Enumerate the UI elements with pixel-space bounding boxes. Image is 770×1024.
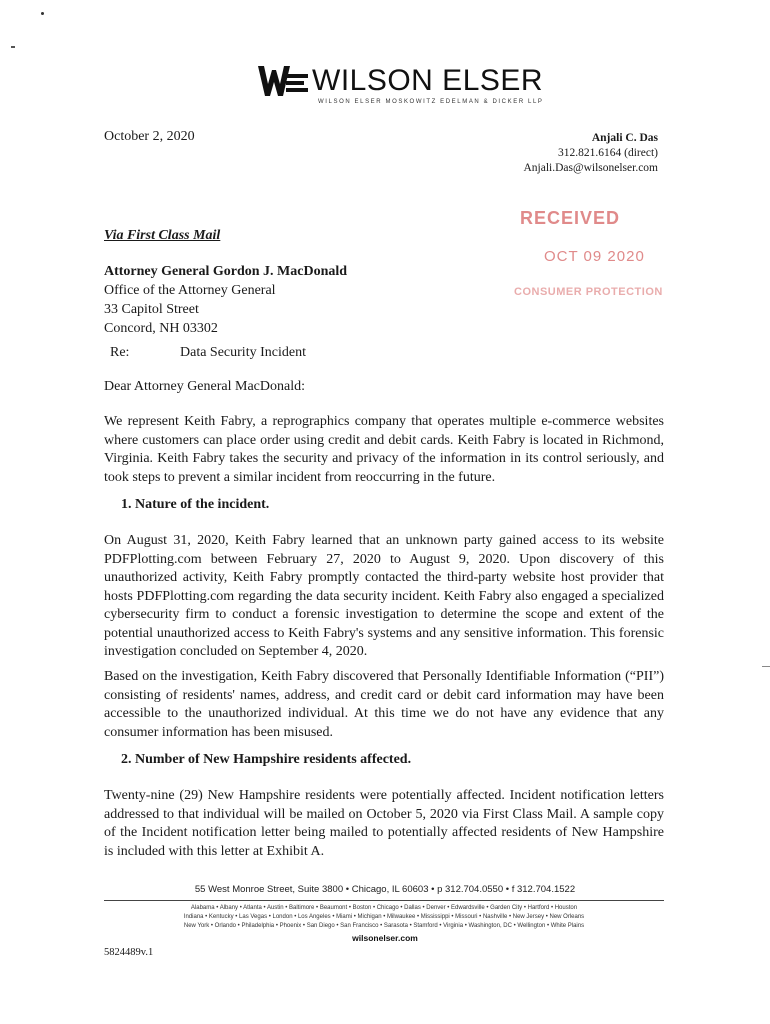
wilson-elser-logo-icon: [258, 66, 310, 96]
recipient-city: Concord, NH 03302: [104, 321, 218, 336]
recipient-address: [104, 262, 347, 338]
document-number: 5824489v.1: [104, 947, 154, 958]
footer-address: 55 West Monroe Street, Suite 3800 • Chicago, IL 60603 • p 312.704.0550 • f 312.704.1522: [194, 884, 576, 895]
salutation: Dear Attorney General MacDonald:: [104, 379, 305, 394]
sender-block: [523, 131, 658, 176]
letterhead-logo: [258, 62, 544, 112]
brand-subline: WILSON ELSER MOSKOWITZ EDELMAN & DICKER LLP: [318, 99, 544, 105]
footer-website-link[interactable]: wilsonelser.com: [352, 933, 418, 943]
sender-phone: 312.821.6164 (direct): [558, 147, 658, 159]
footer-divider: [104, 900, 664, 901]
re-subject: Data Security Incident: [180, 345, 306, 360]
office-list-line: Indiana • Kentucky • Las Vegas • London • Los Angeles • Miami • Michigan • Milwaukee • Mississippi • Missouri • Nashville • New Jersey • New Orleans: [183, 914, 585, 920]
office-list-line: Alabama • Albany • Atlanta • Austin • Baltimore • Beaumont • Boston • Chicago • Dallas • Denver • Edwardsville • Garden City • Hartford • Houston: [190, 905, 578, 911]
body-paragraph: Based on the investigation, Keith Fabry discovered that Personally Identifiable Information (“PII”) consisting of residents' names, address, and credit card or debit card information may have been accessible to the unauthorized individual. At this time we do not have any evidence that any consumer information has been misused.: [104, 669, 664, 740]
recipient-street: 33 Capitol Street: [104, 302, 199, 317]
letter-date: October 2, 2020: [104, 129, 195, 144]
stamp-unit: CONSUMER PROTECTION: [514, 286, 663, 298]
body-paragraph: On August 31, 2020, Keith Fabry learned that an unknown party gained access to its website PDFPlotting.com between February 27, 2020 to August 9, 2020. Upon discovery of this unauthorized activity, Keith Fabry promptly contacted the third-party website host provider that hosts PDFPlotting.com regarding the data security incident. Keith Fabry also engaged a specialized cybersecurity firm to conduct a forensic investigation to determine the scope and extent of the potential unauthorized access to Keith Fabry's systems and any sensitive information. This forensic investigation concluded on September 4, 2020.: [104, 533, 664, 659]
recipient-office: Office of the Attorney General: [104, 283, 276, 298]
section-heading: 2. Number of New Hampshire residents affected.: [121, 752, 412, 767]
office-list-line: New York • Orlando • Philadelphia • Phoenix • San Diego • San Francisco • Sarasota • Stamford • Virginia • Washington, DC • Wellington • White Plains: [183, 923, 585, 929]
stamp-date: OCT 09 2020: [544, 248, 645, 265]
re-label: Re:: [110, 345, 130, 360]
scan-speck: [762, 666, 770, 667]
section-heading: 1. Nature of the incident.: [121, 497, 270, 512]
intro-paragraph: We represent Keith Fabry, a reprographics company that operates multiple e-commerce websites where customers can place order using credit and debit cards. Keith Fabry is located in Richmond, Virginia. Keith Fabry takes the security and privacy of the information in its control seriously, and took steps to prevent a similar incident from reoccurring in the future.: [104, 414, 664, 485]
sender-name: Anjali C. Das: [591, 132, 658, 144]
stamp-label: RECEIVED: [520, 208, 621, 228]
recipient-name: Attorney General Gordon J. MacDonald: [104, 264, 348, 279]
sender-email: Anjali.Das@wilsonelser.com: [523, 162, 658, 174]
delivery-method: Via First Class Mail: [104, 228, 221, 243]
scan-speck: [41, 12, 44, 15]
brand-name: WILSON ELSER: [312, 64, 544, 97]
footer-office-list: [104, 904, 664, 931]
body-paragraph: Twenty-nine (29) New Hampshire residents were potentially affected. Incident notification letters addressed to that individual will be mailed on October 5, 2020 via First Class Mail. A sample copy of the Incident notification letter being mailed to potentially affected residents of New Hampshire is included with this letter at Exhibit A.: [104, 788, 664, 859]
scan-speck: [11, 46, 15, 48]
